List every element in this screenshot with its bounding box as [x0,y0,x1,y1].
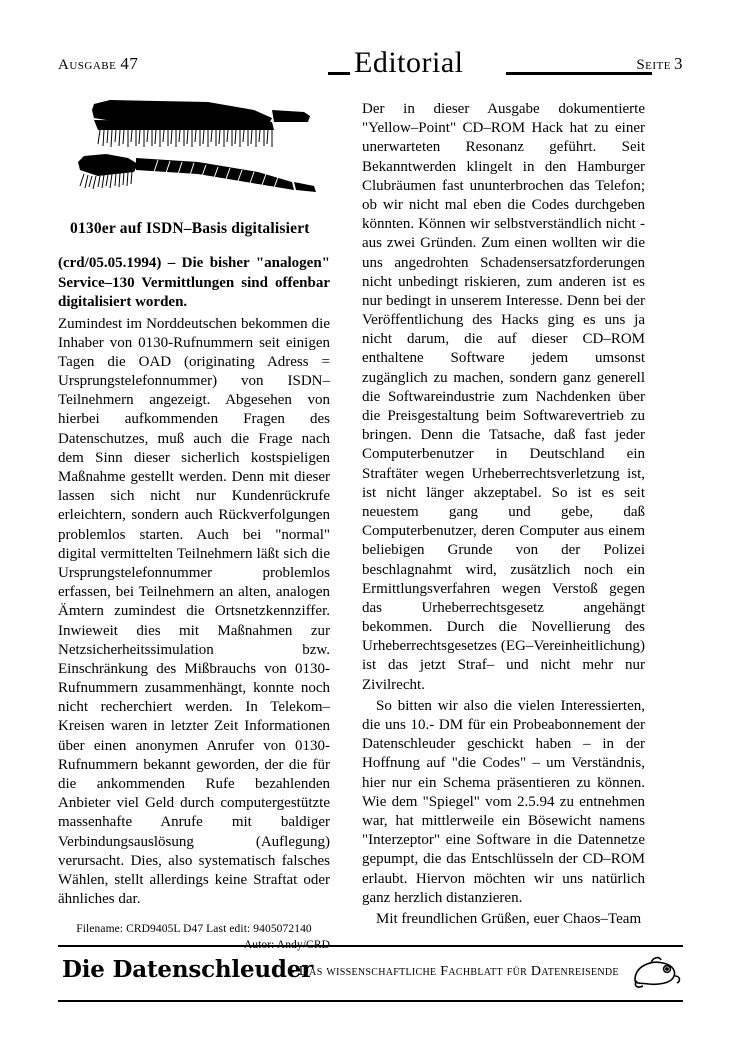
page-label: Seite [636,57,671,73]
mouse-logo [631,954,683,995]
right-column [362,100,645,929]
page-number: 3 [674,54,683,73]
article-lead: (crd/05.05.1994) – Die bisher "analogen" Service–130 Vermittlungen sind offenbar digitalisiert worden. [58,255,330,310]
page-indicator [636,54,683,74]
two-brushes-illustration [58,96,330,206]
footer-rule-top [58,945,683,947]
article-subheadline: 0130er auf ISDN–Basis digitalisiert [70,220,310,237]
footer-rule-bottom [58,1000,683,1002]
footer-brand: Die Datenschleuder [62,956,314,983]
header-rule-left [328,72,350,75]
editorial-paragraph: Der in dieser Ausgabe dokumentierte "Yellow–Point" CD–ROM Hack hat zu einer unerwarteten Resonanz geführt. Seit Bekanntwerden klingelt in den Hamburger Clubräumen fast ununterbrochen das Telefon; ob wir nicht mal eben die Codes durchgeben könnten. Können wir selbstverständlich nicht - aus zwei Gründen. Zum einen wollten wir die uns angedrohten Schadensersatzforderungen nicht unbedingt riskieren, zum anderen ist es nur bedingt in unserem Interesse. Denn bei der Veröffentlichung des Hacks ging es uns ja nicht darum, die auf dieser CD–ROM enthaltene Software jedem umsonst zugänglich zu machen, sondern ganz generell die Softwareindustrie zum Nachdenken über die Preisgestaltung beim Softwarevertrieb zu bringen. Denn die Tatsache, daß fast jeder Computerbenutzer in Deutschland ein Straftäter wegen Urheberrechtsverletzung ist, ist nicht länger akzeptabel. So ist es seit neuestem gang und gebe, daß Computerbenutzer, deren Computer aus einem beliebigen Grunde von der Polizei beschlagnahmt wird, zusätzlich noch ein Ermittlungsverfahren wegen Verstoß gegen das Urheberrechtsgesetz angehängt bekommen. Durch die Novellierung des Urheberrechtsgesetzes (EG–Vereinheitlichung) ist das jetzt Straf– und nicht mehr nur Zivilrecht. [362,101,645,693]
article-paragraph: Zumindest im Norddeutschen bekommen die Inhaber von 0130-Rufnummern seit einigen Tagen die OAD (originating Adress = Ursprungstelefonnummer) von ISDN–Teilnehmern angezeigt. Abgesehen von hierbei aufkommenden Fragen des Datenschutzes, muß auch die Frage nach dem Sinn dieser sicherlich kostspieligen Maßnahme gestellt werden. Denn mit dieser lassen sich nicht nur Kundenrückrufe erleichtern, sondern auch Rückverfolgungen problemlos starten. Auch bei "normal" digital vermittelten Teilnehmern läßt sich die Ursprungstelefonnummer problemlos erfassen, bei Teilnehmern an alten, analogen Ämtern zumindest die Ortsnetzkennziffer. Inwieweit dies mit Maßnahmen zur Netzsicherheitssimulation bzw. Einschränkung des Mißbrauchs von 0130-Rufnummern zusammenhängt, konnte noch nicht recherchiert werden. In Telekom–Kreisen waren in letzter Zeit Informationen über einen anonymen Anrufer von 0130-Rufnummern bekannt geworden, der die für die ankommenden Rufe bezahlenden Anbieter viel Geld durch computergestützte massenhafte Anrufe mit baldiger Verbindungsauslösung (Auflegung) verursacht. Dies, also systematisch falsches Wählen, stellt allerdings keine Straftat oder ähnliches dar. [58,315,330,908]
footer-tagline: - Das wissenschaftliche Fachblatt für Datenreisende [290,964,619,979]
page-footer [58,952,683,998]
editorial-paragraph: So bitten wir also die vielen Interessierten, die uns 10.- DM für ein Probeabonnement der Datenschleuder geschickt haben – in der Hoffnung auf "die Codes" – um Verständnis, hier nur ein Schema präsentieren zu können. Wie dem "Spiegel" vom 2.5.94 zu entnehmen war, hat mittlerweile ein Bösewicht namens "Interzeptor" eine Software in die Datennetze gepumpt, die das Entschlüsseln der CD–ROM erlaubt. Hiervon möchten wir uns natürlich ganz herzlich distanzieren. [362,697,645,906]
issue-number: 47 [120,54,139,73]
issue-label: Ausgabe [58,57,117,73]
page-title: Editorial [354,46,464,79]
page-header [58,46,683,86]
left-column [58,96,330,951]
issue-indicator [58,54,138,74]
editorial-signoff: Mit freundlichen Grüßen, euer Chaos–Team [376,910,642,927]
filename-note: Filename: CRD9405L D47 Last edit: 9405072140 [76,923,312,936]
header-rule-right [506,72,652,75]
